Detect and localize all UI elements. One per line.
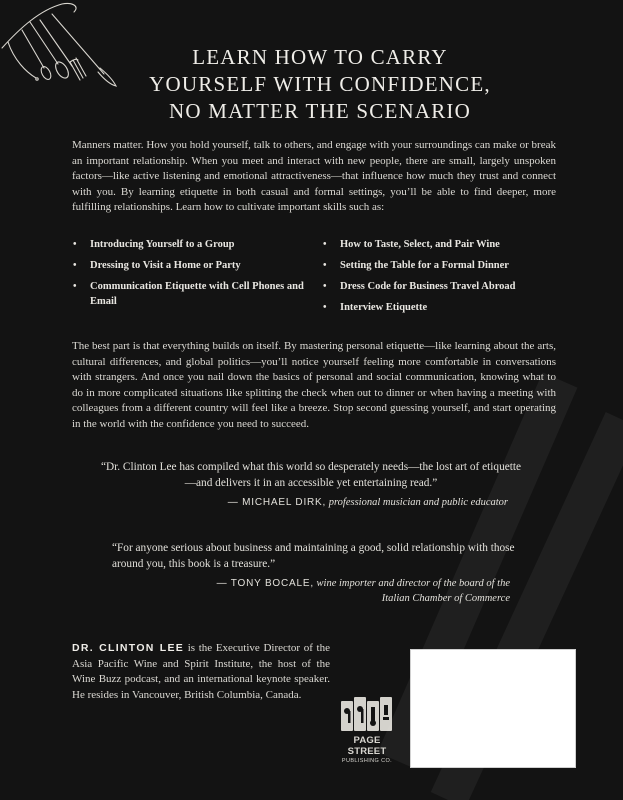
skills-list	[72, 238, 556, 322]
author-bio	[72, 641, 330, 703]
list-item: • How to Taste, Select, and Pair Wine	[322, 238, 556, 253]
publisher-subtitle: PUBLISHING CO.	[341, 758, 393, 764]
page-street-logo-icon	[339, 695, 395, 735]
headline-line-2: YOURSELF WITH CONFIDENCE,	[149, 72, 491, 96]
testimonial-text: “For anyone serious about business and maintaining a good, solid relationship with those around you, this book is a treasure.”	[112, 542, 515, 570]
publisher-logo	[339, 695, 395, 775]
testimonial-text: “Dr. Clinton Lee has compiled what this world so desperately needs—the lost art of etiquette—and delivers it in an accessible yet entertaining read.”	[100, 461, 522, 489]
testimonial-role: professional musician and public educator	[328, 497, 508, 509]
bullet-icon: •	[323, 281, 327, 292]
testimonial-1	[96, 460, 526, 510]
headline-line-3: NO MATTER THE SCENARIO	[169, 99, 471, 123]
list-item: • Dress Code for Business Travel Abroad	[322, 280, 556, 295]
headline-line-1: LEARN HOW TO CARRY	[192, 45, 448, 69]
testimonial-author: — TONY BOCALE,	[216, 578, 314, 590]
list-item: • Setting the Table for a Formal Dinner	[322, 259, 556, 274]
skills-list-right	[322, 238, 556, 322]
list-item: • Introducing Yourself to a Group	[72, 238, 304, 253]
list-item: • Communication Etiquette with Cell Phones and Email	[73, 281, 304, 307]
testimonial-role: wine importer and director of the board of the	[316, 578, 510, 590]
testimonial-attribution	[96, 495, 526, 510]
publisher-name: PAGE STREET	[347, 735, 387, 757]
author-name: DR. CLINTON LEE	[72, 642, 185, 654]
bullet-icon: •	[323, 302, 327, 313]
skills-list-left	[72, 238, 304, 322]
bullet-icon: •	[73, 239, 77, 250]
testimonial-2	[96, 541, 526, 606]
bullet-icon: •	[73, 260, 77, 271]
body-paragraph: The best part is that everything builds on itself. By mastering personal etiquette—like learning about the arts, cultural differences, and global politics—you’ll notice yourself feeling more comfortable in conversations with strangers. And once you nail down the basics of personal and social communication, knowing what to do in more complicated situations like splitting the check when out to dinner or when having a meeting with colleagues from a different country will feel like a breeze. Stop second guessing yourself, and start operating in the world with the confidence you need to succeed.	[72, 340, 556, 430]
bullet-icon: •	[73, 281, 77, 292]
list-item: • Interview Etiquette	[322, 301, 556, 316]
testimonial-role-continued: Italian Chamber of Commerce	[381, 593, 510, 605]
bullet-icon: •	[323, 239, 327, 250]
intro-paragraph: Manners matter. How you hold yourself, talk to others, and engage with your surroundings can make or break an important relationship. When you meet and interact with new people, there are small, largely unspoken factors—like active listening and emotional attractiveness—that influence how much they trust and connect with you. By learning etiquette in both casual and formal settings, you’ll be able to find deeper, more fulfilling relationships. Learn how to cultivate important skills such as:	[72, 139, 556, 214]
bullet-icon: •	[323, 260, 327, 271]
testimonial-author: — MICHAEL DIRK,	[227, 497, 327, 509]
headline	[100, 44, 540, 125]
list-item: • Dressing to Visit a Home or Party	[72, 259, 304, 274]
author-bio-text: is the Executive Director of the Asia Pacific Wine and Spirit Institute, the host of the Wine Buzz podcast, and an international keynote speaker. He resides in Vancouver, British Columbia, Canada.	[72, 642, 330, 701]
barcode-box	[410, 649, 576, 768]
testimonial-attribution	[96, 576, 526, 606]
